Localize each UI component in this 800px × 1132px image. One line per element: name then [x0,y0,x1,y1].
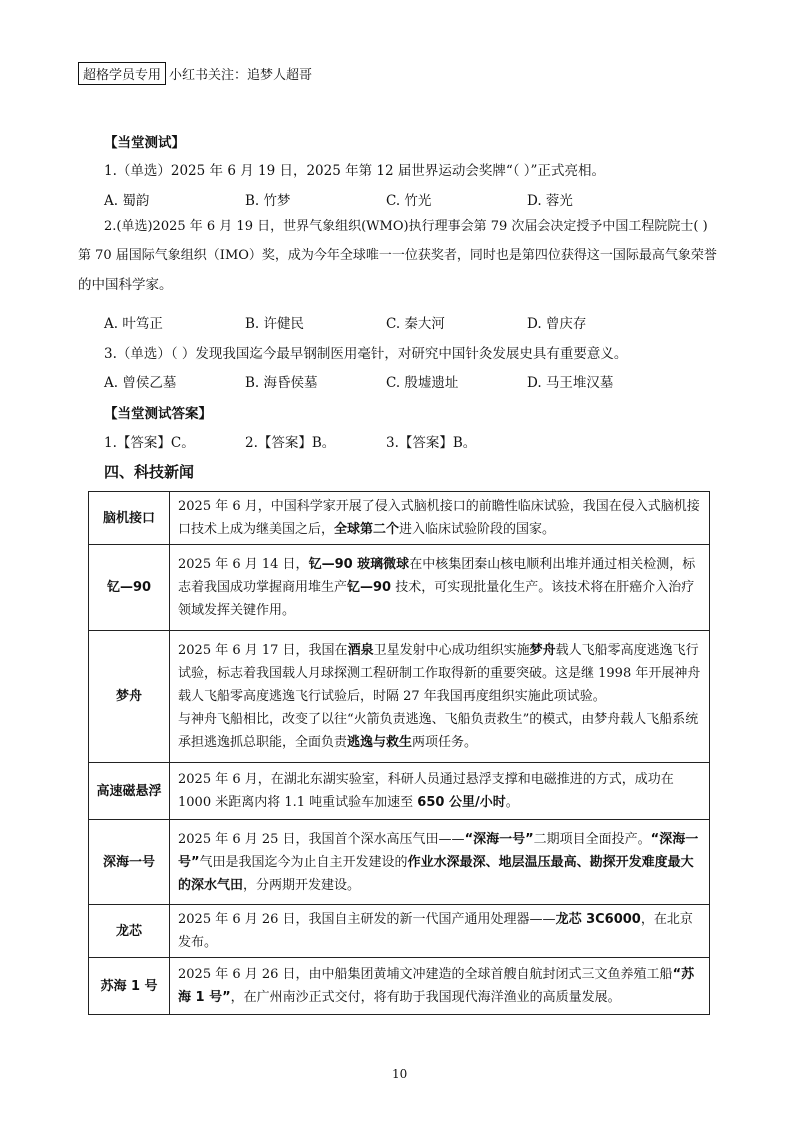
news-text: 二期项目全面投产。 [533,831,651,847]
quiz-title: 【当堂测试】 [104,135,185,151]
news-topic: 梦舟 [89,631,170,763]
news-text: 。 [505,795,519,810]
news-highlight: “深海一号” [178,831,699,870]
news-highlight: “深海一号” [464,831,534,847]
q1-option-a: A. 蜀韵 [104,193,150,209]
news-text: 技术，可实现批量化生产。该技术将在肝癌介入治疗领域发挥关键作用。 [178,580,695,618]
news-row [89,492,710,545]
page-number: 10 [392,1067,408,1081]
news-topic: 钇—90 [89,545,170,631]
answer-3: 3.【答案】B。 [386,435,477,451]
news-row [89,905,710,958]
q1-option-b: B. 竹梦 [245,193,291,209]
question-2-line-2: 第 70 届国际气象组织（IMO）奖，成为今年全球唯一一位获奖者，同时也是第四位获得这一国际最高气象荣誉 [78,248,717,263]
answer-2: 2.【答案】B。 [245,435,336,451]
news-text: ，在广州南沙正式交付，将有助于我国现代海洋渔业的高质量发展。 [230,990,621,1005]
news-row [89,958,710,1015]
news-paragraph [178,828,703,897]
q3-option-b: B. 海昏侯墓 [245,375,318,391]
news-paragraph [178,908,703,954]
news-text: 2025 年 6 月，在湖北东湖实验室，科研人员通过悬浮支撑和电磁推进的方式，成功在 1000 米距离内将 1.1 吨重试验车加速至 [178,772,674,810]
news-content [170,820,710,905]
news-topic: 龙芯 [89,905,170,958]
news-highlight: 作业水深最深、地层温压最高、勘探开发难度最大的深水气田 [178,854,694,893]
news-content [170,545,710,631]
news-row [89,820,710,905]
news-topic: 深海一号 [89,820,170,905]
news-text: 与神舟飞船相比，改变了以往“火箭负责逃逸、飞船负责救生”的模式，由梦舟载人飞船系统承担逃逸抓总职能，全面负责 [178,712,699,750]
news-text: 气田是我国迄今为止自主开发建设的 [199,854,408,870]
news-highlight: 650 公里/小时 [417,795,506,810]
section-title-tech-news: 四、科技新闻 [104,463,195,481]
news-row [89,631,710,763]
answers-title: 【当堂测试答案】 [104,406,212,422]
header-tag: 超格学员专用 [78,62,166,85]
news-highlight: “苏海 1 号” [178,967,695,1005]
news-topic: 脑机接口 [89,492,170,545]
news-paragraph [178,768,703,814]
news-paragraph [178,639,703,708]
news-highlight: 梦舟 [529,643,556,658]
news-content [170,905,710,958]
q1-option-c: C. 竹光 [386,193,432,209]
news-highlight: 全球第二个 [334,522,400,537]
news-highlight: 逃逸与救生 [347,735,413,750]
page-header [78,62,312,85]
news-paragraph [178,963,703,1009]
news-row [89,763,710,820]
q2-option-d: D. 曾庆存 [527,316,587,332]
news-text: 在中核集团秦山核电顺利出堆并通过相关检测，标志着我国成功掌握商用堆生产 [178,557,696,595]
news-highlight: 钇—90 玻璃微球 [308,557,410,572]
question-3: 3.（单选）（ ）发现我国迄今最早钢制医用毫针，对研究中国针灸发展史具有重要意义。 [104,346,628,362]
tech-news-table [88,491,710,1015]
news-text: 载人飞船零高度逃逸飞行试验，标志着我国载人月球探测工程研制工作取得新的重要突破。这是继 1998 年开展神舟载人飞船零高度逃逸飞行试验后，时隔 27 年我国再度组织实施此项试验。 [178,643,701,704]
news-text: 卫星发射中心成功组织实施 [373,643,530,658]
news-highlight: 酒泉 [347,643,374,658]
q2-option-b: B. 许健民 [245,316,305,332]
news-text: 2025 年 6 月 14 日， [178,557,309,572]
question-2-line-3: 的中国科学家。 [78,277,173,293]
news-text: 2025 年 6 月 25 日，我国首个深水高压气田—— [178,831,465,847]
question-2-line-1: 2.(单选)2025 年 6 月 19 日，世界气象组织(WMO)执行理事会第 79 次届会决定授予中国工程院院士( ) [104,219,708,234]
q3-option-c: C. 殷墟遗址 [386,375,459,391]
news-topic: 苏海 1 号 [89,958,170,1015]
q2-option-a: A. 叶笃正 [104,316,163,332]
news-text: ，分两期开发建设。 [243,877,361,893]
news-text: 2025 年 6 月 26 日，我国自主研发的新一代国产通用处理器—— [178,912,556,927]
news-text: 两项任务。 [412,735,478,750]
header-text: 小红书关注：追梦人超哥 [169,68,313,83]
q2-option-c: C. 秦大河 [386,316,445,332]
news-text: 进入临床试验阶段的国家。 [399,522,556,537]
news-highlight: 龙芯 3C6000 [555,912,641,927]
news-text: 2025 年 6 月 17 日，我国在 [178,643,348,658]
q3-option-a: A. 曾侯乙墓 [104,375,177,391]
q3-option-d: D. 马王堆汉墓 [527,375,614,391]
news-content [170,631,710,763]
news-highlight: 钇—90 [347,580,392,595]
news-paragraph [178,553,703,622]
news-text: ，在北京发布。 [178,912,693,950]
news-text: 2025 年 6 月，中国科学家开展了侵入式脑机接口的前瞻性临床试验，我国在侵入式脑机接口技术上成为继美国之后， [178,499,700,537]
news-content [170,492,710,545]
news-paragraph [178,495,703,541]
news-content [170,958,710,1015]
answer-1: 1.【答案】C。 [104,435,195,451]
news-content [170,763,710,820]
q1-option-d: D. 蓉光 [527,193,573,209]
news-row [89,545,710,631]
news-text: 2025 年 6 月 26 日，由中船集团黄埔文冲建造的全球首艘自航封闭式三文鱼养殖工船 [178,967,673,982]
question-1: 1.（单选）2025 年 6 月 19 日，2025 年第 12 届世界运动会奖牌“（ ）”正式亮相。 [104,163,605,179]
news-topic: 高速磁悬浮 [89,763,170,820]
news-paragraph [178,708,703,754]
